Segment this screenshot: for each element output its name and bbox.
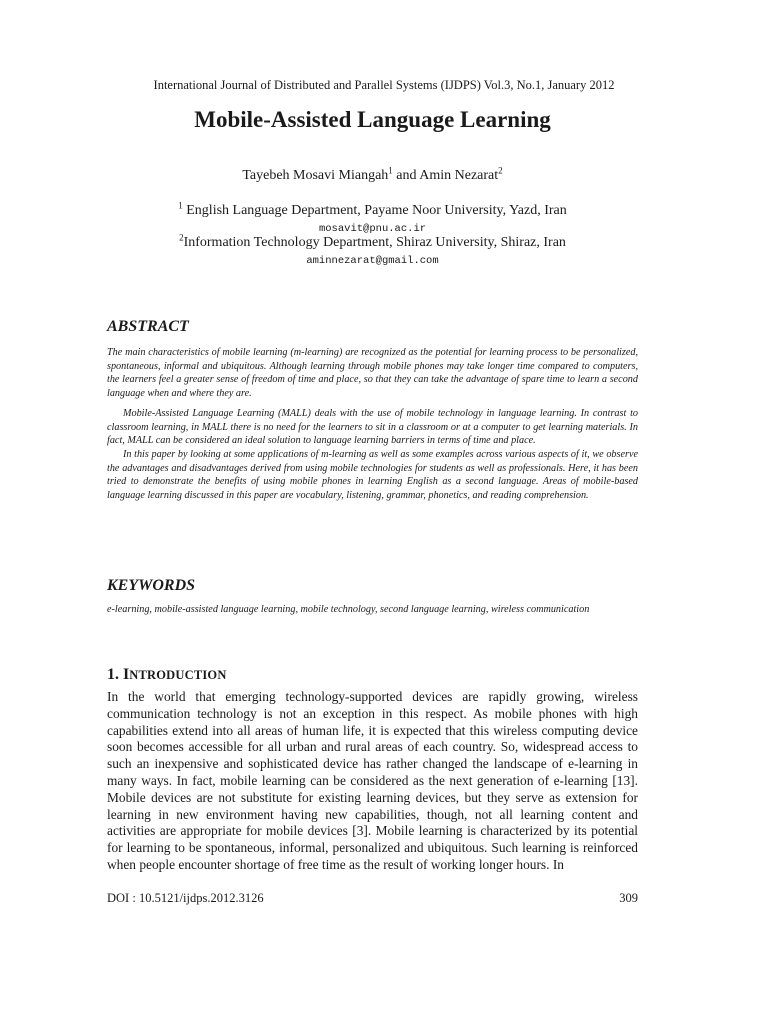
author-line (0, 165, 745, 184)
author-name: Tayebeh Mosavi Miangah (242, 168, 389, 183)
section-number: 1. (107, 666, 123, 683)
paper-title: Mobile-Assisted Language Learning (194, 107, 551, 132)
affiliation-text: English Language Department, Payame Noor University, Yazd, Iran (182, 203, 567, 218)
abstract-paragraph: The main characteristics of mobile learning (m-learning) are recognized as the potential for learning process to be personalized, spontaneous, informal and ubiquitous. Although learning through mobile phones may take longer time compared to computers, the learners feel a greater sense of freedom of time and place, so that they can take the advantage of spare time to learn a second language when and where they are. (107, 347, 638, 400)
abstract-heading: ABSTRACT (107, 318, 189, 335)
affiliation (0, 200, 745, 219)
abstract-paragraph: In this paper by looking at some applications of m-learning as well as some examples across various aspects of it, we observe the advantages and disadvantages derived from using mobile technologies for students as well as professionals. Here, it has been tried to demonstrate the benefits of using mobile phones in learning English as a second language. Areas of mobile-based language learning discussed in this paper are vocabulary, listening, grammar, phonetics, and reading comprehension. (107, 448, 638, 502)
author-email: aminnezarat@gmail.com (306, 255, 439, 267)
abstract-paragraph: Mobile-Assisted Language Learning (MALL) deals with the use of mobile technology in language learning. In contrast to classroom learning, in MALL there is no need for the learners to sit in a classroom or at a computer to get learning materials. In fact, MALL can be considered an ideal solution to language learning barriers in terms of time and place. (107, 407, 638, 447)
author-email: mosavit@pnu.ac.ir (318, 223, 427, 235)
heading-initial: I (123, 666, 130, 683)
author-affiliation-marker: 2 (498, 165, 503, 176)
page-number: 309 (619, 891, 638, 905)
abstract-body (107, 346, 638, 503)
author-conjunction: and (392, 168, 420, 183)
footer-doi: DOI : 10.5121/ijdps.2012.3126 (107, 891, 264, 905)
keywords-list: e-learning, mobile-assisted language learning, mobile technology, second language learning, wireless communication (107, 604, 590, 615)
keywords-heading: KEYWORDS (107, 577, 196, 594)
running-header: International Journal of Distributed and Parallel Systems (IJDPS) Vol.3, No.1, January 2012 (153, 78, 615, 92)
affiliation-text: Information Technology Department, Shiraz University, Shiraz, Iran (183, 235, 566, 250)
introduction-body (107, 689, 638, 874)
affiliation-marker: 2 (179, 232, 184, 243)
author-name: Amin Nezarat (419, 168, 499, 183)
affiliation-marker: 1 (178, 200, 183, 211)
affiliation (0, 232, 745, 251)
introduction-heading (107, 666, 227, 684)
introduction-paragraph: In the world that emerging technology-supported devices are rapidly growing, wireless communication technology is not an exception in this respect. As mobile phones with high capabilities extend into all areas of human life, it is expected that this wireless computing device soon becomes accessible for all urban and rural areas of each country. So, widespread access to such an inexpensive and sophisticated device has rather changed the landscape of e-learning in many ways. In fact, mobile learning can be considered as the next generation of e-learning [13]. Mobile devices are not substitute for existing learning devices, but they serve as extension for learning in new environment having new capabilities, though, not all learning content and activities are appropriate for mobile devices [3]. Mobile learning is characterized by its potential for learning to be spontaneous, informal, personalized and ubiquitous. Such learning is reinforced when people encounter shortage of free time as the result of working longer hours. In (107, 689, 638, 872)
author-affiliation-marker: 1 (388, 165, 393, 176)
heading-small-caps: NTRODUCTION (129, 668, 227, 682)
